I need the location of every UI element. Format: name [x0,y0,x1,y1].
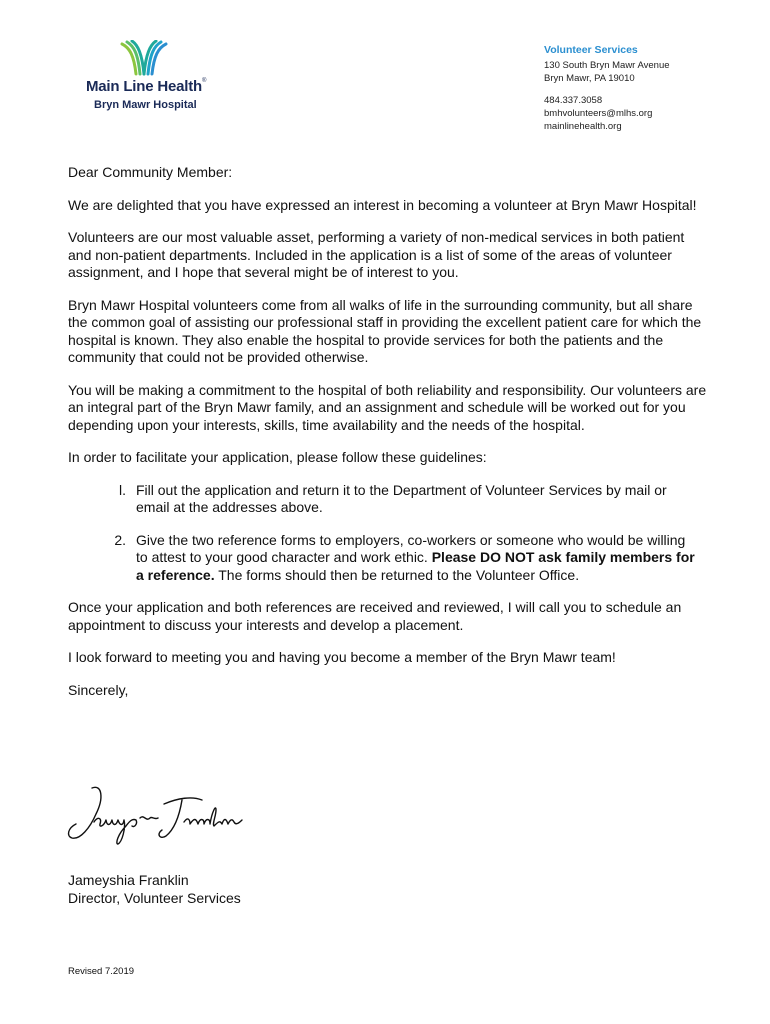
address-line-2: Bryn Mawr, PA 19010 [544,73,635,84]
letterhead-address [544,44,670,133]
address-line-1: 130 South Bryn Mawr Avenue [544,60,670,71]
letter-body [68,164,708,714]
paragraph-2: Volunteers are our most valuable asset, performing a variety of non-medical services in both patient and non-patient departments. Included in the application is a list of some of the areas of volunteer assignment, and I hope that several might be of interest to you. [68,229,685,280]
guidelines-list [68,482,708,585]
list-item-number: 2. [114,531,126,548]
closing: Sincerely, [68,681,129,698]
list-item [68,482,708,517]
department-name: Volunteer Services [544,44,638,56]
signer-block [68,871,241,907]
paragraph-6: Once your application and both references are received and reviewed, I will call you to schedule an appointment to discuss your interests and develop a placement. [68,599,682,633]
list-item-text: Give the two reference forms to employers, co-workers or someone who would be willing to attest to your good character and work ethic. Please DO NOT ask family members for a reference. The forms should then be returned to the Volunteer Office. [136,531,695,583]
phone-number: 484.337.3058 [544,95,603,106]
email-address: bmhvolunteers@mlhs.org [544,108,653,119]
logo-brand-name: Main Line Health® [86,78,207,95]
main-line-health-logo [86,40,226,120]
list-item [68,532,708,585]
logo-mark-icon [120,40,168,76]
salutation: Dear Community Member: [68,164,233,180]
paragraph-3: Bryn Mawr Hospital volunteers come from all walks of life in the surrounding community, but all share the common goal of assisting our professional staff in providing the excellent patient care for which the hospital is known. They also enable the hospital to provide services for both the patients and the community that could not be provided otherwise. [68,296,702,365]
handwritten-signature [66,782,246,848]
signer-name: Jameyshia Franklin [68,872,189,888]
signer-title: Director, Volunteer Services [68,890,241,906]
paragraph-5: In order to facilitate your application, please follow these guidelines: [68,449,487,465]
bold-warning: Please DO NOT ask family members for a reference. [136,549,695,583]
website: mainlinehealth.org [544,121,622,132]
list-item-text: Fill out the application and return it to the Department of Volunteer Services by mail or email at the addresses above. [136,481,667,515]
paragraph-1: We are delighted that you have expressed an interest in becoming a volunteer at Bryn Mawr Hospital! [68,196,697,213]
revision-note: Revised 7.2019 [68,966,135,977]
list-item-number: l. [119,481,126,498]
paragraph-4: You will be making a commitment to the hospital of both reliability and responsibility. Our volunteers are an integral part of the Bryn Mawr family, and an assignment and schedule will be worked out for you depending upon your interests, skills, time availability and the needs of the hospital. [68,381,707,433]
logo-subtitle: Bryn Mawr Hospital [94,99,197,111]
paragraph-7: I look forward to meeting you and having you become a member of the Bryn Mawr team! [68,649,616,665]
